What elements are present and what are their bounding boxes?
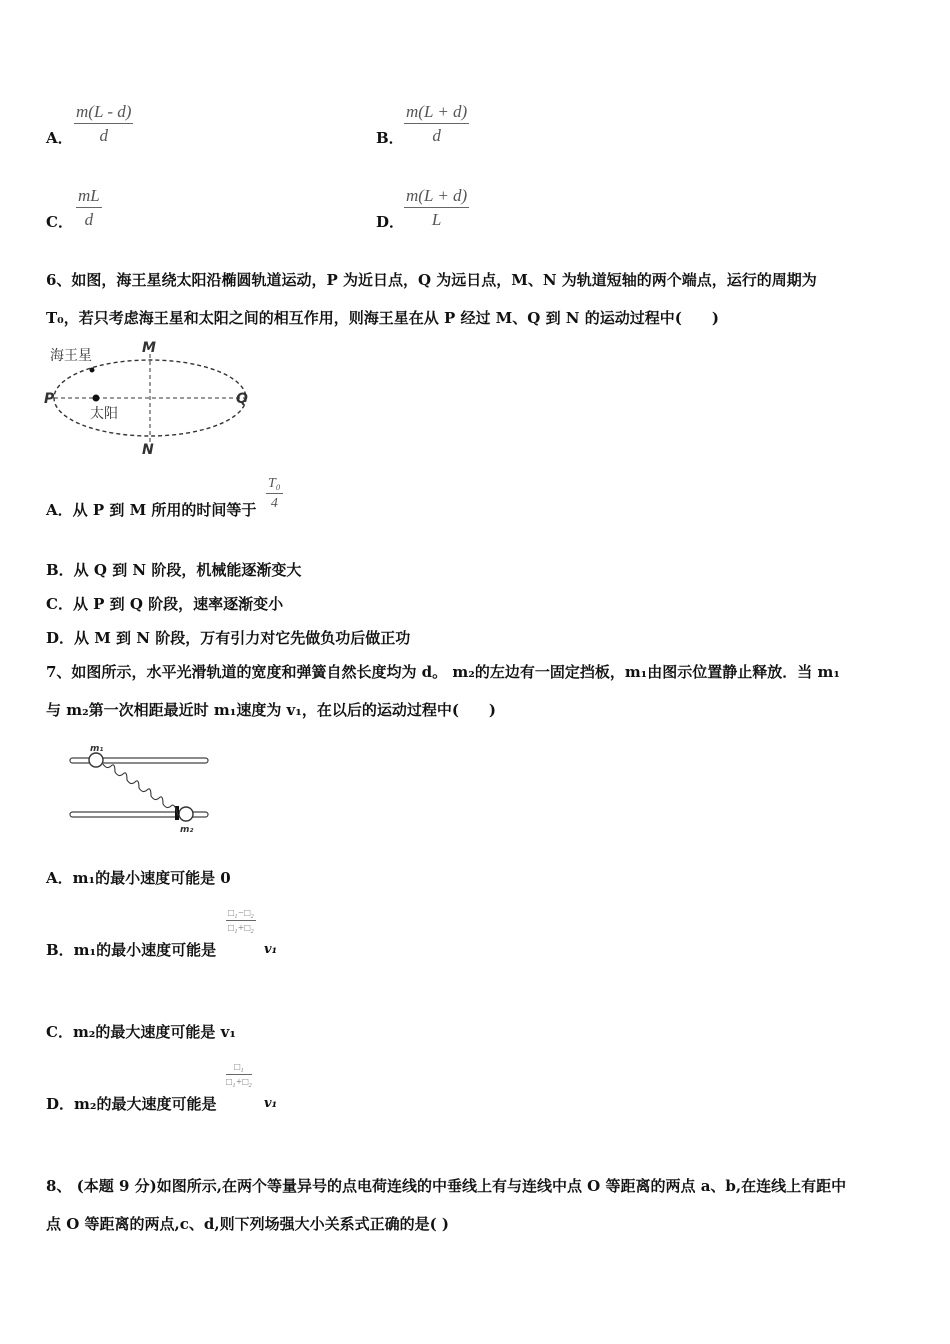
q7-option-d: D．m₂的最大速度可能是 xyxy=(46,1095,217,1113)
q7-option-d-tail: v₁ xyxy=(264,1096,278,1111)
q6-option-a: A．从 P 到 M 所用的时间等于 xyxy=(46,501,257,519)
denominator: 4 xyxy=(270,496,278,511)
numerator: □₁ xyxy=(226,1062,252,1075)
q7-option-b-tail: v₁ xyxy=(264,942,278,957)
numerator: m(L - d) xyxy=(74,102,133,124)
denominator: □₁+□₂ xyxy=(228,923,254,934)
numerator: m(L + d) xyxy=(404,102,469,124)
q6-option-c: C．从 P 到 Q 阶段，速率逐渐变小 xyxy=(46,595,284,613)
q6-option-a-fraction xyxy=(266,476,283,512)
q7-option-b: B．m₁的最小速度可能是 xyxy=(46,941,217,959)
numerator: T₀ xyxy=(266,476,283,494)
planet-label: 海王星 xyxy=(50,348,92,364)
q5-option-a-label: A． xyxy=(46,129,73,147)
q5-option-b-fraction xyxy=(404,102,469,146)
numerator: m(L + d) xyxy=(404,186,469,208)
q5-option-c-fraction xyxy=(76,186,102,230)
denominator: d xyxy=(99,126,108,145)
q7-stem-line1: 7、如图所示，水平光滑轨道的宽度和弹簧自然长度均为 d。 m₂的左边有一固定挡板，m₁由图示位置静止释放．当 m₁ xyxy=(46,663,840,681)
q5-option-c-label: C． xyxy=(46,213,73,231)
point-n-label: N xyxy=(142,442,154,458)
denominator: □₁+□₂ xyxy=(226,1077,252,1088)
point-p-label: P xyxy=(44,391,55,407)
planet-dot xyxy=(90,368,95,373)
numerator: □₁−□₂ xyxy=(228,908,254,919)
q7-option-c: C．m₂的最大速度可能是 v₁ xyxy=(46,1023,236,1041)
q7-option-d-fraction xyxy=(226,1062,252,1088)
denominator: L xyxy=(431,210,442,229)
q7-stem-line2: 与 m₂第一次相距最近时 m₁速度为 v₁，在以后的运动过程中( ) xyxy=(46,701,497,719)
q6-stem-line1: 6、如图，海王星绕太阳沿椭圆轨道运动，P 为近日点，Q 为远日点，M、N 为轨道短轴的两个端点，运行的周期为 xyxy=(46,271,817,289)
point-q-label: Q xyxy=(236,391,248,407)
sun-dot xyxy=(93,395,100,402)
q5-option-d-fraction xyxy=(404,186,469,230)
point-m-label: M xyxy=(142,340,156,356)
q5-option-d-label: D． xyxy=(376,213,405,231)
q7-option-a: A．m₁的最小速度可能是 0 xyxy=(46,869,231,887)
q6-stem-line2: T₀，若只考虑海王星和太阳之间的相互作用，则海王星在从 P 经过 M、Q 到 N 的运动过程中( ) xyxy=(46,309,719,327)
sun-label: 太阳 xyxy=(90,406,118,422)
q6-option-b: B．从 Q 到 N 阶段，机械能逐渐变大 xyxy=(46,561,302,579)
mass-m2 xyxy=(179,807,193,821)
q7-spring-figure xyxy=(66,740,216,836)
q6-option-d: D．从 M 到 N 阶段，万有引力对它先做负功后做正功 xyxy=(46,629,411,647)
q5-option-a-fraction xyxy=(74,102,133,146)
numerator: mL xyxy=(76,186,102,208)
mass-m1 xyxy=(89,753,103,767)
q6-orbit-figure xyxy=(46,336,256,458)
denominator: d xyxy=(432,126,441,145)
m1-label: m₁ xyxy=(90,744,104,754)
denominator: d xyxy=(84,210,94,229)
q7-option-b-fraction xyxy=(226,908,256,934)
spring xyxy=(103,764,178,816)
m2-label: m₂ xyxy=(180,825,194,835)
q5-option-b-label: B． xyxy=(376,129,404,147)
q8-stem-line2: 点 O 等距离的两点,c、d,则下列场强大小关系式正确的是( ) xyxy=(46,1215,449,1233)
q8-stem-line1: 8、 (本题 9 分)如图所示,在两个等量异号的点电荷连线的中垂线上有与连线中点 O 等距离的两点 a、b,在连线上有距中 xyxy=(46,1177,847,1195)
